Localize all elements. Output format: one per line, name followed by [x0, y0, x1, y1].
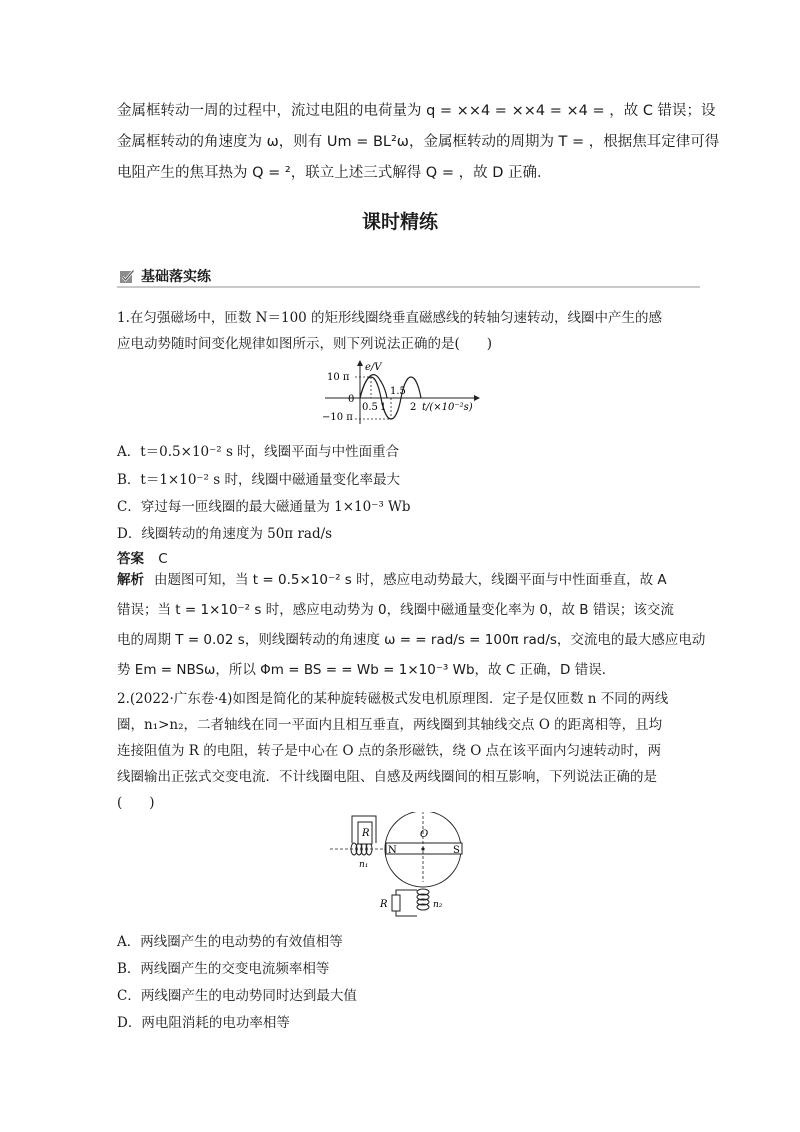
analysis-line: 错误；当 t = 1×10⁻² s 时，感应电动势为 0，线圈中磁通量变化率为 0，故 B 错误；该交流: [117, 602, 674, 618]
y-max-label: 10 π: [327, 372, 350, 383]
x-tick-label: 2: [410, 402, 417, 413]
r-top-label: R: [362, 828, 370, 839]
intro-paragraph: [117, 96, 720, 189]
question-2-stem: [117, 686, 702, 816]
south-label: S: [453, 845, 460, 856]
stem-line: 线圈输出正弦式交变电流．不计线圈电阻、自感及两线圈间的相互影响，下列说法正确的是: [117, 769, 657, 785]
question-1-stem: [117, 305, 702, 357]
stem-line: 圈，n₁>n₂，二者轴线在同一平面内且相互垂直，两线圈到其轴线交点 O 的距离相等，且均: [117, 717, 663, 733]
generator-diagram: [326, 812, 476, 920]
analysis-line: 电的周期 T = 0.02 s，则线圈转动的角速度 ω = = rad/s = 100π rad/s，交流电的最大感应电动: [117, 632, 706, 648]
y-axis-arrow: [357, 360, 363, 366]
intro-line: 金属框转动的角速度为 ω，则有 Um = BL²ω，金属框转动的周期为 T = ，根据焦耳定律可得: [117, 134, 720, 150]
checkbox-checked-icon: [119, 268, 135, 284]
q1-option-d: D．线圈转动的角速度为 50π rad/s: [117, 526, 333, 542]
analysis-line: 势 Em = NBSω，所以 Φm = BS = = Wb = 1×10⁻³ Wb，故 C 正确，D 错误．: [117, 662, 616, 678]
analysis-label: 解析: [117, 572, 144, 588]
coil-n2: [417, 889, 429, 910]
n1-label: n₁: [359, 860, 369, 870]
section-divider: [117, 286, 700, 288]
stem-line: 连接阻值为 R 的电阻，转子是中心在 O 点的条形磁铁，绕 O 点在该平面内匀速转动时，两: [117, 743, 662, 759]
x-tick-label: 0.5: [362, 402, 378, 413]
y-min-label: −10 π: [322, 412, 353, 423]
analysis-text: 由题图可知，当 t = 0.5×10⁻² s 时，感应电动势最大，线圈平面与中性面垂直，故 A: [154, 572, 667, 588]
section-label: 基础落实练: [141, 269, 211, 285]
q2-option-d: D．两电阻消耗的电功率相等: [117, 1015, 290, 1031]
n2-label: n₂: [433, 900, 443, 910]
answer-value: C: [158, 551, 168, 567]
q2-option-a: A．两线圈产生的电动势的有效值相等: [117, 934, 343, 950]
q1-analysis: [117, 565, 706, 685]
origin-label: 0: [348, 394, 355, 405]
north-label: N: [388, 845, 397, 856]
q1-answer: [117, 547, 168, 567]
intro-line: 电阻产生的焦耳热为 Q = ²，联立上述三式解得 Q = ，故 D 正确．: [117, 165, 552, 181]
x-axis-label: t/(×10⁻²s): [422, 402, 473, 413]
center-label: O: [420, 829, 429, 840]
answer-label: 答案: [117, 551, 144, 567]
r-bottom-label: R: [380, 899, 388, 910]
resistor-bottom: [392, 895, 400, 911]
analysis-line: [117, 565, 702, 595]
emf-time-graph: [320, 358, 480, 426]
stem-line: 1.在匀强磁场中，匝数 N＝100 的矩形线圈绕垂直磁感线的转轴匀速转动，线圈中产生的感: [117, 310, 663, 326]
q1-option-b: B．t＝1×10⁻² s 时，线圈中磁通量变化率最大: [117, 472, 400, 488]
stem-line: 2.(2022·广东卷·4)如图是简化的某种旋转磁极式发电机原理图．定子是仅匝数 n 不同的两线: [117, 691, 669, 707]
x-tick-label: 1.5: [390, 386, 406, 397]
x-tick-label: 1: [380, 402, 387, 413]
stem-line: 应电动势随时间变化规律如图所示，则下列说法正确的是( ): [117, 336, 493, 352]
q2-option-c: C．两线圈产生的电动势同时达到最大值: [117, 988, 357, 1004]
section-header: [117, 266, 700, 288]
intro-line: 金属框转动一周的过程中，流过电阻的电荷量为 q = ××4 = ××4 = ×4 = ，故 C 错误；设: [117, 103, 716, 119]
q1-option-a: A．t＝0.5×10⁻² s 时，线圈平面与中性面重合: [117, 444, 400, 460]
coil-n1: [351, 843, 372, 855]
y-axis-label: e/V: [365, 362, 382, 373]
q1-option-c: C．穿过每一匝线圈的最大磁通量为 1×10⁻³ Wb: [117, 499, 411, 515]
q2-option-b: B．两线圈产生的交变电流频率相等: [117, 961, 330, 977]
page-title: 课时精练: [361, 211, 438, 233]
x-axis-arrow: [474, 395, 480, 401]
stem-line: ( ): [117, 795, 155, 811]
